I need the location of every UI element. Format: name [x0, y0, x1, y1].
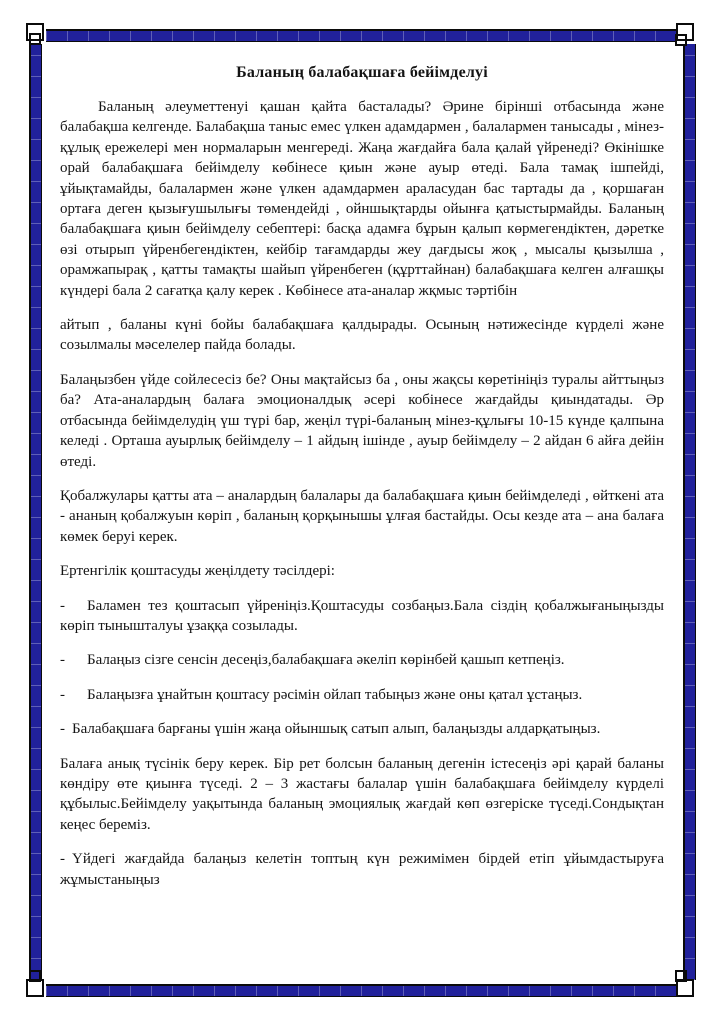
page-border-right: [683, 44, 696, 980]
bullet-marker: -: [60, 851, 65, 868]
bullet-text: Үйдегі жағдайда балаңыз келетін топтың күн режимімен бірдей етіп ұйымдастыруға жұмыстаныңыз: [60, 851, 664, 888]
bullet-marker: -: [60, 721, 65, 738]
bullet-text: Балаңыз сізге сенсін десеңіз,балабақшаға әкеліп көрінбей қашып кетпеңіз.: [87, 652, 565, 669]
corner-ornament-bottom-right-inner: [675, 970, 687, 982]
bullet-item-quick-goodbye: [60, 596, 664, 637]
paragraph-clear-explanation: Балаға анық түсінік беру керек. Бір рет болсын баланың дегенін істесеңіз әрі қарай баланы көндіру өте қиынға түседі. 2 – 3 жастағы балалар үшін балабақшаға бейімделу күрделі құбылыс.Бейімделу уақытында баланың эмоциялық жағдай көп өзгеріске түседі.Сондықтан кеңес береміз.: [60, 755, 664, 833]
bullet-text: Баламен тез қоштасып үйреніңіз.Қоштасуды созбаңыз.Бала сіздің қобалжығаныңызды көріп тынышталуы ұзаққа созылады.: [60, 597, 664, 634]
paragraph-continuation: айтып , баланы күні бойы балабақшаға қалдырады. Осының нәтижесінде күрделі және созылмалы мәселелер пайда болады.: [60, 317, 664, 354]
page-border-bottom: [46, 984, 676, 997]
document-content: [60, 64, 664, 904]
bullet-item-no-sneaking-away: [60, 650, 664, 670]
bullet-marker: -: [60, 597, 65, 614]
document-title: Баланың балабақшаға бейімделуі: [236, 64, 488, 81]
bullet-item-new-toy: [60, 719, 664, 739]
page-border-left: [29, 44, 42, 980]
bullet-item-goodbye-ritual: [60, 685, 664, 705]
corner-ornament-top-left-inner: [29, 33, 41, 45]
paragraph-emotional-influence: Балаңызбен үйде сойлесесіз бе? Оны мақтайсыз ба , оны жақсы көретініңіз туралы айттыңыз ба? Ата-аналардың балаға эмоционалдық әсері кобінесе жағдайды қиындатады. Әр отбасында бейімделудің үш түрі бар, жеңіл түрі-баланың мінез-құлығы 10-15 күнде қалпына келеді . Орташа ауырлық бейімделу – 1 айдың ішінде , ауыр бейімделу – 2 айдан 6 айға дейін өтеді.: [60, 371, 664, 470]
paragraph-parent-anxiety: Қобалжулары қатты ата – аналардың балалары да балабақшаға қиын бейімделеді , өйткені ата - ананың қобалжуын көріп , баланың қорқынышы ұлғая бастайды. Осы кезде ата – ана балаға көмек беруі керек.: [60, 487, 664, 545]
paragraph-intro: Баланың әлеуметтенуі қашан қайта басталады? Әрине бірінші отбасында және балабақша келгенде. Балабақша таныс емес үлкен адамдармен , балалармен танысады , мінез-құлық ережелері мен нормаларын менгереді. Жаңа жағдайға бала қалай үйренеді? Өкінішке орай балабақшаға бейімделу көбінесе қиын және ауыр өтеді. Бала тамақ ішпейді, ұйықтамайды, балалармен және үлкен адамдармен араласудан бас тартады да , қоршаған ортаға деген қызығушылығы төмендейді , ойншықтарды ойынға қатыстырмайды. Баланың балабақшаға қиын бейімделу себептері: басқа адамға бұрын қалып көрмегендіктен, дәретке өзі отырып үйренбегендіктен, кейбір тағамдарды жеу дағдысы жоқ , мысалы қызылша , орамжапырақ , қатты тамақты шайып үйренбеген (құрттайнан) балабақшаға келген алғашқы күндері бала 2 сағатқа қалу керек . Көбінесе ата-аналар жқмыс тәртібін: [60, 99, 664, 299]
bullet-marker: -: [60, 686, 65, 703]
bullet-text: Балаңызға ұнайтын қоштасу рәсімін ойлап табыңыз және оны қатал ұстаңыз.: [87, 686, 583, 703]
paragraph-tips-heading: Ертенгілік қоштасуды жеңілдету тәсілдері:: [60, 563, 335, 580]
bullet-item-home-routine: [60, 849, 664, 890]
bullet-marker: -: [60, 652, 65, 669]
bullet-text: Балабақшаға барғаны үшін жаңа ойыншық сатып алып, балаңызды алдарқатыңыз.: [72, 721, 601, 738]
page-border-top: [46, 29, 676, 42]
corner-ornament-bottom-left-inner: [29, 970, 41, 982]
corner-ornament-top-right-inner: [675, 34, 687, 46]
